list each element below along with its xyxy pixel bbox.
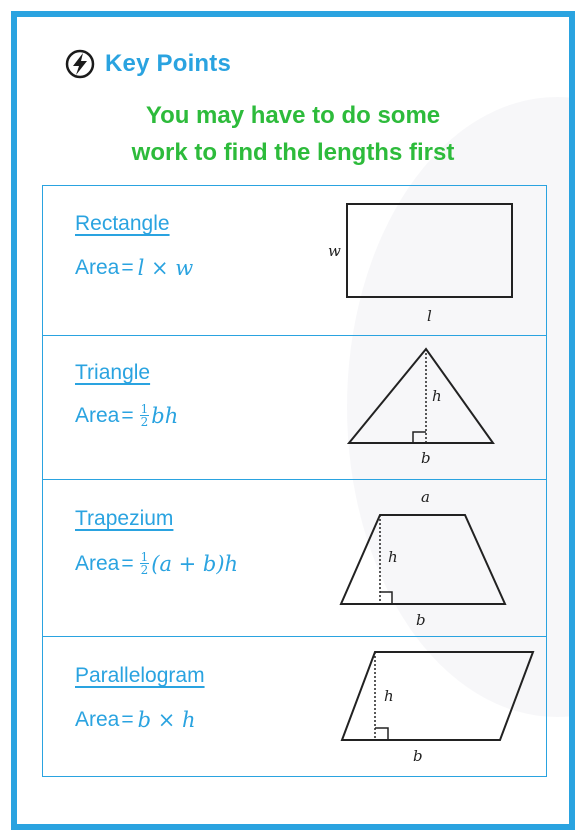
- trapezium-formula-expression: (a + b)h: [151, 551, 239, 576]
- trapezium-top-label: a: [421, 488, 430, 506]
- trapezium-formula: [75, 551, 238, 576]
- equals-sign: =: [121, 708, 134, 731]
- hint-text: [17, 97, 569, 171]
- rectangle-width-label: w: [328, 242, 341, 260]
- parallelogram-base-label: b: [413, 747, 423, 765]
- trapezium-diagram: [333, 482, 523, 630]
- parallelogram-formula-expression: b × h: [137, 708, 196, 732]
- parallelogram-formula: [75, 708, 196, 732]
- triangle-height-label: h: [432, 387, 442, 405]
- parallelogram-height-label: h: [384, 687, 394, 705]
- equals-sign: =: [121, 256, 134, 279]
- trapezium-base-label: b: [416, 611, 426, 629]
- trapezium-title: Trapezium: [75, 507, 174, 530]
- rectangle-shape: [347, 204, 512, 297]
- fraction-denominator: 2: [140, 415, 149, 429]
- card-header: [65, 49, 231, 79]
- right-angle-marker: [380, 592, 392, 604]
- triangle-shape: [349, 349, 493, 443]
- fraction-denominator: 2: [140, 563, 149, 577]
- triangle-formula-expression: bh: [151, 403, 179, 428]
- one-half-fraction: [140, 403, 150, 428]
- area-label: Area: [75, 551, 120, 575]
- right-angle-marker: [413, 432, 426, 443]
- formula-table: [42, 185, 547, 777]
- parallelogram-diagram: [318, 644, 543, 769]
- right-angle-marker: [375, 728, 388, 740]
- trapezium-shape: [341, 515, 505, 604]
- fraction-numerator: 1: [140, 402, 149, 416]
- rectangle-length-label: l: [427, 307, 432, 324]
- area-label: Area: [75, 708, 120, 731]
- one-half-fraction: [140, 551, 150, 576]
- equals-sign: =: [121, 403, 134, 427]
- parallelogram-row: [43, 636, 546, 776]
- area-label: Area: [75, 256, 120, 279]
- hint-line-1: You may have to do some: [145, 102, 441, 129]
- key-points-title: Key Points: [105, 50, 232, 77]
- fraction-numerator: 1: [140, 550, 149, 564]
- area-label: Area: [75, 403, 120, 427]
- lightning-bolt-icon: [65, 49, 95, 79]
- parallelogram-shape: [342, 652, 533, 740]
- rectangle-title: Rectangle: [75, 212, 170, 235]
- triangle-diagram: [333, 341, 503, 471]
- equals-sign: =: [121, 551, 134, 575]
- triangle-title: Triangle: [75, 361, 151, 384]
- trapezium-row: [43, 479, 546, 637]
- rectangle-row: [43, 186, 546, 336]
- triangle-base-label: b: [421, 449, 431, 467]
- parallelogram-title: Parallelogram: [75, 664, 205, 687]
- trapezium-height-label: h: [388, 548, 398, 566]
- rectangle-formula: [75, 256, 193, 280]
- rectangle-diagram: [318, 194, 528, 324]
- hint-line-2: work to find the lengths first: [131, 139, 455, 166]
- triangle-row: [43, 335, 546, 480]
- rectangle-formula-expression: l × w: [137, 256, 194, 280]
- key-points-card: [11, 11, 575, 830]
- triangle-formula: [75, 403, 178, 428]
